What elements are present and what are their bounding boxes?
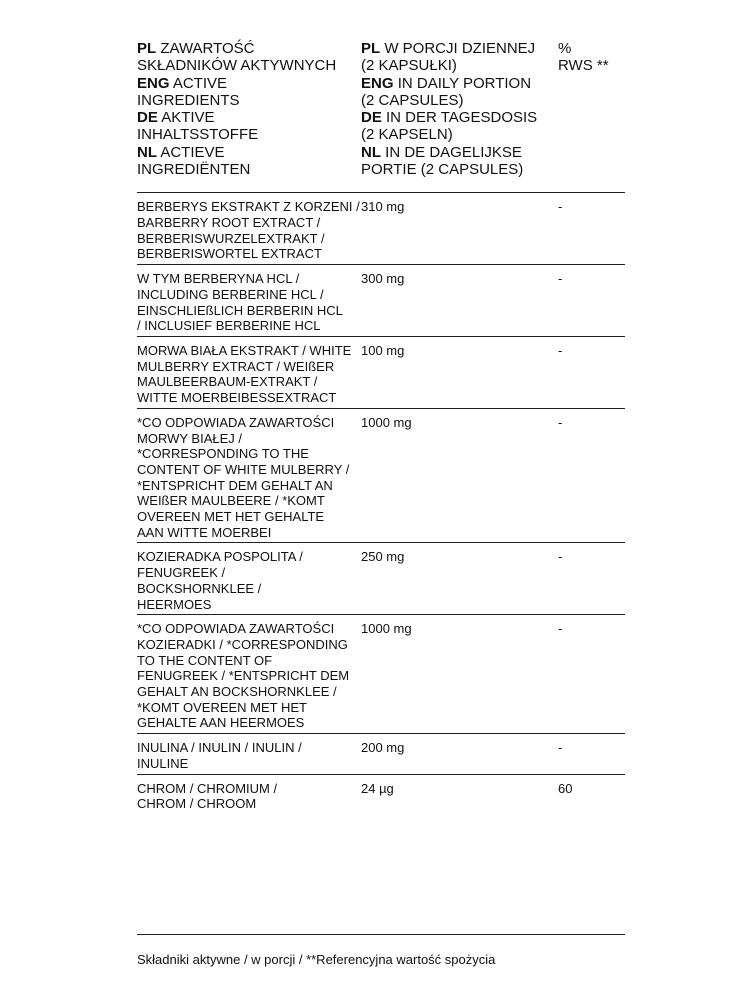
header-text: RWS ** [558, 57, 609, 75]
language-code: DE [361, 109, 382, 127]
ingredient-name [137, 199, 361, 262]
header-line [361, 57, 558, 74]
ingredient-name-line: WITTE MOERBEIBESSEXTRACT [137, 390, 337, 406]
ingredient-amount: 1000 mg [361, 621, 412, 637]
header-line [558, 57, 625, 74]
table-row [137, 543, 625, 615]
ingredient-name-line: TO THE CONTENT OF [137, 652, 273, 668]
language-code: PL [361, 40, 381, 57]
ingredient-name-line: *CORRESPONDING TO THE [137, 446, 309, 462]
language-code: ENG [137, 74, 170, 92]
ingredient-name-line: BERBERISWURZELEXTRAKT / [137, 230, 325, 246]
ingredient-rws: - [558, 621, 563, 637]
ingredient-name-line: MORWA BIAŁA EKSTRAKT / WHITE [137, 343, 352, 358]
header-line [137, 57, 361, 74]
ingredient-name-line: INULINA / INULIN / INULIN / [137, 740, 302, 756]
ingredient-name [137, 740, 361, 771]
ingredient-name-line: / INCLUSIEF BERBERINE HCL [137, 318, 321, 334]
footer-divider [137, 934, 625, 935]
ingredient-name [137, 549, 361, 612]
ingredient-name-line: BARBERRY ROOT EXTRACT / [137, 215, 321, 231]
language-code: NL [361, 143, 381, 161]
ingredient-name-line: FENUGREEK / [137, 565, 226, 581]
header-text: IN DER TAGESDOSIS [386, 109, 538, 127]
ingredient-amount: 200 mg [361, 740, 405, 756]
ingredient-name-line: WEIßER MAULBEERE / *KOMT [137, 493, 325, 509]
ingredient-rws: - [558, 343, 563, 358]
table-row [137, 193, 625, 265]
header-ingredients-column [137, 40, 361, 178]
header-line [361, 75, 558, 92]
header-line [361, 92, 558, 109]
table-row [137, 775, 625, 814]
ingredient-amount: 100 mg [361, 343, 405, 358]
header-rws-column [558, 40, 625, 178]
ingredient-name-line: FENUGREEK / *ENTSPRICHT DEM [137, 668, 350, 684]
ingredient-name-line: INULINE [137, 755, 189, 771]
ingredient-name-line: MULBERRY EXTRACT / WEIßER [137, 358, 335, 374]
language-code: PL [137, 40, 157, 57]
ingredient-name [137, 415, 361, 541]
ingredient-name-line: INCLUDING BERBERINE HCL / [137, 286, 324, 302]
header-text: ACTIVE [172, 74, 228, 92]
supplement-facts-table [137, 40, 625, 814]
header-line [137, 75, 361, 92]
ingredient-name-line: GEHALTE AAN HEERMOES [137, 715, 305, 731]
header-text: (2 KAPSUŁKI) [361, 57, 457, 75]
language-code: ENG [361, 74, 394, 92]
ingredient-name [137, 343, 361, 406]
ingredient-name-line: *CO ODPOWIADA ZAWARTOŚCI [137, 414, 335, 430]
ingredient-name-line: CHROM / CHROMIUM / [137, 780, 278, 796]
ingredient-name-line: CHROM / CHROOM [137, 796, 257, 812]
header-text: ZAWARTOŚĆ [160, 40, 255, 57]
header-line [361, 126, 558, 143]
ingredient-rws: - [558, 740, 563, 756]
header-line [137, 161, 361, 178]
ingredient-name-line: CONTENT OF WHITE MULBERRY / [137, 461, 350, 477]
header-line [137, 126, 361, 143]
ingredient-name-line: *ENTSPRICHT DEM GEHALT AN [137, 477, 333, 493]
ingredient-amount: 310 mg [361, 199, 405, 215]
ingredient-name-line: HEERMOES [137, 596, 212, 612]
ingredient-name-line: OVEREEN MET HET GEHALTE [137, 509, 325, 525]
ingredient-name-line: GEHALT AN BOCKSHORNKLEE / [137, 684, 337, 700]
header-daily-portion-column [361, 40, 558, 178]
footer-note: Składniki aktywne / w porcji / **Referencyjna wartość spożycia [137, 952, 496, 967]
ingredient-name-line: *CO ODPOWIADA ZAWARTOŚCI [137, 621, 335, 637]
header-line [137, 40, 361, 57]
ingredient-name [137, 781, 361, 812]
header-text: INGREDIENTS [137, 91, 240, 109]
header-line [361, 40, 558, 57]
header-line [137, 92, 361, 109]
ingredient-rws: 60 [558, 780, 573, 796]
ingredient-name [137, 271, 361, 334]
header-text: INHALTSSTOFFE [137, 126, 259, 144]
ingredient-rws: - [558, 199, 563, 215]
header-text: (2 KAPSELN) [361, 126, 453, 144]
ingredient-rws: - [558, 271, 563, 287]
table-row [137, 409, 625, 544]
language-code: NL [137, 143, 157, 161]
ingredient-amount: 300 mg [361, 271, 405, 287]
ingredient-amount: 1000 mg [361, 414, 412, 430]
ingredient-name-line: BOCKSHORNKLEE / [137, 580, 262, 596]
header-line [137, 109, 361, 126]
header-text: % [558, 40, 572, 57]
header-text: IN DE DAGELIJKSE [385, 143, 522, 161]
ingredient-name-line: KOZIERADKA POSPOLITA / [137, 549, 303, 565]
table-row [137, 615, 625, 734]
ingredient-rows [137, 193, 625, 814]
ingredient-name-line: W TYM BERBERYNA HCL / [137, 271, 300, 287]
ingredient-name-line: KOZIERADKI / *CORRESPONDING [137, 636, 348, 652]
table-row [137, 337, 625, 409]
ingredient-name-line: BERBERISWORTEL EXTRACT [137, 246, 322, 262]
ingredient-rws: - [558, 549, 563, 565]
header-text: (2 CAPSULES) [361, 91, 464, 109]
table-row [137, 265, 625, 337]
ingredient-amount: 250 mg [361, 549, 405, 565]
header-line [558, 40, 625, 57]
header-line [361, 144, 558, 161]
table-header [137, 40, 625, 193]
ingredient-name-line: MAULBEERBAUM-EXTRAKT / [137, 374, 318, 390]
ingredient-name-line: BERBERYS EKSTRAKT Z KORZENI / [137, 199, 360, 215]
header-line [361, 109, 558, 126]
header-text: IN DAILY PORTION [397, 74, 532, 92]
header-text: AKTIVE [161, 109, 215, 127]
header-text: INGREDIËNTEN [137, 161, 251, 179]
header-text: PORTIE (2 CAPSULES) [361, 161, 524, 179]
table-row [137, 734, 625, 774]
header-line [361, 161, 558, 178]
header-text: ACTIEVE [160, 143, 225, 161]
ingredient-name [137, 621, 361, 731]
language-code: DE [137, 109, 158, 127]
ingredient-name-line: EINSCHLIEßLICH BERBERIN HCL [137, 302, 343, 318]
ingredient-amount: 24 µg [361, 780, 394, 796]
ingredient-name-line: MORWY BIAŁEJ / [137, 430, 242, 446]
header-line [137, 144, 361, 161]
header-text: SKŁADNIKÓW AKTYWNYCH [137, 57, 337, 75]
ingredient-name-line: AAN WITTE MOERBEI [137, 524, 272, 540]
ingredient-rws: - [558, 414, 563, 430]
ingredient-name-line: *KOMT OVEREEN MET HET [137, 699, 307, 715]
header-text: W PORCJI DZIENNEJ [384, 40, 536, 57]
